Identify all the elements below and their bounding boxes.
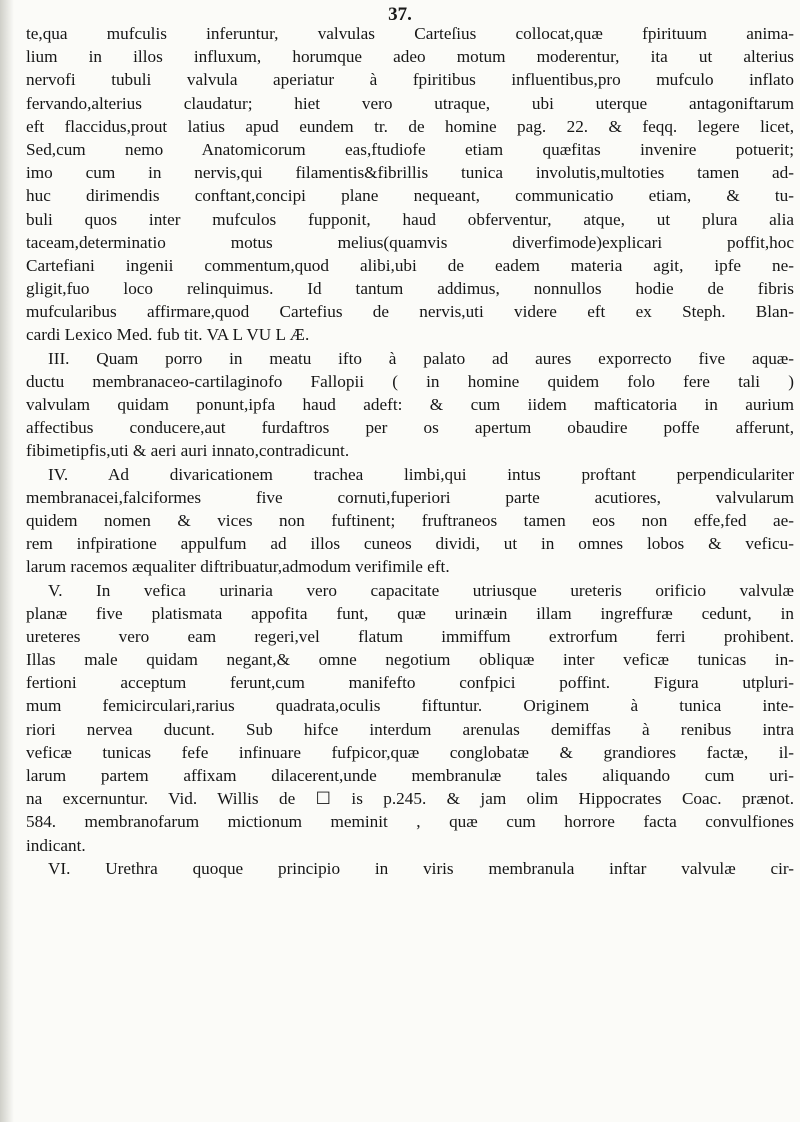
- text-line: valvulam quidam ponunt,ipfa haud adeft: & cum iidem mafticatoria in aurium: [26, 395, 794, 414]
- text-line: na excernuntur. Vid. Willis de ☐ is p.245. & jam olim Hippocrates Coac. prænot.: [26, 789, 794, 809]
- text-line: cardi Lexico Med. fub tit. VA L VU L Æ.: [26, 325, 310, 345]
- text-line: V. In vefica urinaria vero capacitate utriusque ureteris orificio valvulæ: [48, 580, 794, 600]
- text-line: larum partem affixam dilacerent,unde membranulæ tales aliquando cum uri-: [26, 766, 794, 785]
- text-line: Cartefiani ingenii commentum,quod alibi,ubi de eadem materia agit, ipfe ne-: [26, 255, 794, 275]
- text-line: veficæ tunicas fefe infinuare fufpicor,quæ conglobatæ & grandiores factæ, il-: [26, 742, 794, 762]
- text-line: fibimetipfis,uti & aeri auri innato,contradicunt.: [26, 441, 350, 461]
- text-line: lium in illos influxum, horumque adeo motum moderentur, ita ut alterius: [26, 47, 794, 67]
- text-line: membranacei,falciformes five cornuti,fuperiori parte acutiores, valvularum: [26, 487, 794, 507]
- text-line: imo cum in nervis,qui filamentis&fibrillis tunica involutis,multoties tamen ad-: [26, 163, 794, 183]
- text-line: rem infpiratione appulfum ad illos cuneos dividi, ut in omnes lobos & veficu-: [26, 534, 794, 554]
- body-text: [26, 22, 794, 880]
- text-line: planæ five platismata appofita funt, quæ urinæin illam ingreffuræ cedunt, in: [26, 603, 794, 623]
- text-line: VI. Urethra quoque principio in viris membranula inftar valvulæ cir-: [48, 858, 794, 878]
- text-line: fertioni acceptum ferunt,cum manifefto confpici poffint. Figura utpluri-: [26, 673, 794, 693]
- text-line: Illas male quidam negant,& omne negotium obliquæ inter veficæ tunicas in-: [26, 650, 794, 670]
- text-line: Sed,cum nemo Anatomicorum eas,ftudiofe etiam quæfitas invenire potuerit;: [26, 139, 794, 159]
- text-line: quidem nomen & vices non fuftinent; fruftraneos tamen eos non effe,fed ae-: [26, 510, 794, 530]
- text-line: eft flaccidus,prout latius apud eundem tr. de homine pag. 22. & feqq. legere licet,: [26, 116, 794, 136]
- page-number: 37.: [388, 4, 412, 25]
- text-line: gligit,fuo loco relinquimus. Id tantum addimus, nonnullos hodie de fibris: [26, 279, 794, 299]
- text-line: ureteres vero eam regeri,vel flatum immiffum extrorfum ferri prohibent.: [26, 626, 794, 646]
- text-line: larum racemos æqualiter diftribuatur,admodum verifimile eft.: [26, 557, 450, 577]
- text-line: taceam,determinatio motus melius(quamvis diverfimode)explicari poffit,hoc: [26, 232, 794, 252]
- text-line: indicant.: [26, 835, 86, 855]
- text-line: IV. Ad divaricationem trachea limbi,qui intus proftant perpendiculariter: [48, 464, 794, 484]
- text-line: III. Quam porro in meatu ifto à palato ad aures exporrecto five aquæ-: [48, 348, 794, 368]
- text-line: te,qua mufculis inferuntur, valvulas Carteſius collocat,quæ fpirituum anima-: [26, 24, 794, 43]
- text-line: huc dirimendis conftant,concipi plane nequeant, communicatio etiam, & tu-: [26, 186, 794, 206]
- text-line: affectibus conducere,aut furdaftros per os apertum obaudire poffe afferunt,: [26, 418, 794, 438]
- text-line: fervando,alterius claudatur; hiet vero utraque, ubi uterque antagoniftarum: [26, 93, 794, 113]
- text-line: mufcularibus affirmare,quod Cartefius de nervis,uti videre eft ex Steph. Blan-: [26, 302, 794, 322]
- text-line: riori nervea ducunt. Sub hifce interdum arenulas demiffas à renibus intra: [26, 719, 794, 739]
- text-line: nervofi tubuli valvula aperiatur à fpiritibus influentibus,pro mufculo inflato: [26, 70, 794, 90]
- gutter-shadow: [0, 0, 14, 1122]
- text-line: buli quos inter mufculos fupponit, haud obferventur, atque, ut plura alia: [26, 209, 794, 229]
- text-line: ductu membranaceo-cartilaginofo Fallopii ( in homine quidem folo fere tali ): [26, 371, 794, 391]
- text-line: 584. membranofarum mictionum meminit , quæ cum horrore facta convulfiones: [26, 812, 794, 832]
- text-line: mum femicirculari,rarius quadrata,oculis fiftuntur. Originem à tunica inte-: [26, 696, 794, 716]
